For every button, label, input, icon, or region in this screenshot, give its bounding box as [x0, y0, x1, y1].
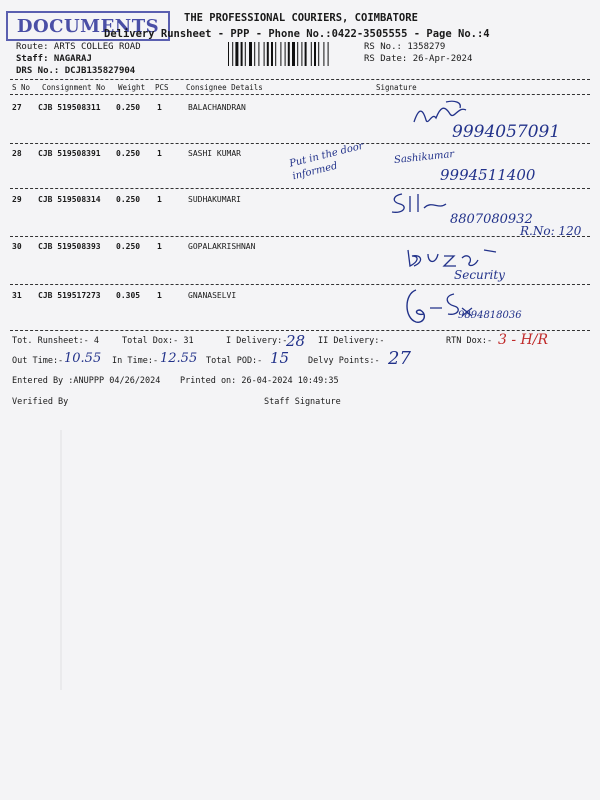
printed-on: Printed on: 26-04-2024 10:49:35	[180, 376, 339, 386]
out-time-label: Out Time:-	[12, 356, 64, 366]
row-consignment: CJB 519508391	[38, 149, 101, 158]
row-consignee: GOPALAKRISHNAN	[188, 242, 256, 251]
verified-by: Verified By	[12, 397, 69, 407]
row-consignment: CJB 519508314	[38, 195, 101, 204]
i-delivery-value: 28	[286, 332, 306, 350]
total-pod-label: Total POD:-	[206, 356, 263, 366]
divider	[10, 94, 590, 95]
in-time-label: In Time:-	[112, 356, 159, 366]
signature-29	[388, 190, 450, 216]
row-weight: 0.305	[116, 291, 141, 300]
handwritten-security: Security	[454, 268, 505, 282]
handwritten-phone: 9994511400	[440, 166, 536, 184]
divider	[10, 79, 590, 80]
handwritten-note: Put in the door informed	[288, 140, 365, 183]
divider	[10, 188, 590, 189]
row-weight: 0.250	[116, 149, 141, 158]
divider	[10, 236, 590, 237]
row-consignment: CJB 519517273	[38, 291, 101, 300]
row-sno: 31	[12, 291, 22, 300]
divider	[10, 330, 590, 331]
handwritten-phone: 9994057091	[452, 122, 561, 142]
row-pcs: 1	[157, 291, 162, 300]
divider	[10, 143, 590, 144]
rtn-dox-label: RTN Dox:-	[446, 336, 493, 346]
handwritten-name: Sashikumar	[393, 148, 455, 167]
company-name: THE PROFESSIONAL COURIERS, COIMBATORE	[184, 12, 418, 24]
delivery-points-value: 27	[388, 348, 411, 369]
row-sno: 30	[12, 242, 22, 251]
row-consignment: CJB 519508393	[38, 242, 101, 251]
row-pcs: 1	[157, 242, 162, 251]
handwritten-phone: 9894818036	[458, 310, 522, 321]
handwritten-room: R.No: 120	[520, 224, 582, 238]
drs-number: DRS No.: DCJB135827904	[16, 66, 136, 76]
row-weight: 0.250	[116, 195, 141, 204]
barcode	[228, 42, 356, 66]
signature-30	[404, 246, 500, 270]
route-text: Route: ARTS COLLEG ROAD	[16, 42, 141, 52]
column-header-signature: Signature	[376, 83, 417, 92]
rs-date: RS Date: 26-Apr-2024	[364, 54, 473, 64]
handwritten-phone: 8807080932	[450, 212, 533, 227]
rtn-dox-value: 3 - H/R	[498, 332, 549, 348]
rs-number: RS No.: 1358279	[364, 42, 446, 52]
column-header-consignment: Consignment No	[42, 83, 106, 92]
column-header-consignee: Consignee Details	[186, 83, 263, 92]
total-dox: Total Dox:- 31	[122, 336, 194, 346]
row-consignment: CJB 519508311	[38, 103, 101, 112]
row-sno: 28	[12, 149, 22, 158]
row-sno: 29	[12, 195, 22, 204]
row-pcs: 1	[157, 103, 162, 112]
staff-signature-label: Staff Signature	[264, 397, 341, 407]
column-header-weight: Weight	[118, 83, 146, 92]
row-sno: 27	[12, 103, 22, 112]
row-consignee: SASHI KUMAR	[188, 149, 241, 158]
staff-text: Staff: NAGARAJ	[16, 54, 92, 64]
column-header-pcs: PCS	[155, 83, 169, 92]
row-consignee: BALACHANDRAN	[188, 103, 246, 112]
column-header-sno: S No	[12, 83, 31, 92]
runsheet-title: Delivery Runsheet - PPP - Phone No.:0422-3505555 - Page No.:4	[104, 28, 490, 40]
ii-delivery-label: II Delivery:-	[318, 336, 385, 346]
total-pod-value: 15	[270, 349, 290, 367]
documents-stamp: DOCUMENTS	[6, 11, 170, 41]
row-pcs: 1	[157, 149, 162, 158]
entered-by: Entered By :ANUPPP 04/26/2024	[12, 376, 161, 386]
out-time-value: 10.55	[64, 351, 102, 366]
in-time-value: 12.55	[160, 351, 198, 366]
row-weight: 0.250	[116, 242, 141, 251]
total-runsheet: Tot. Runsheet:- 4	[12, 336, 99, 346]
row-weight: 0.250	[116, 103, 141, 112]
row-pcs: 1	[157, 195, 162, 204]
row-consignee: SUDHAKUMARI	[188, 195, 241, 204]
row-consignee: GNANASELVI	[188, 291, 237, 300]
signature-31	[402, 284, 476, 328]
i-delivery-label: I Delivery:-	[226, 336, 288, 346]
divider	[10, 284, 590, 285]
bleed-through-mark	[60, 430, 222, 690]
delivery-points-label: Delvy Points:-	[308, 356, 380, 366]
